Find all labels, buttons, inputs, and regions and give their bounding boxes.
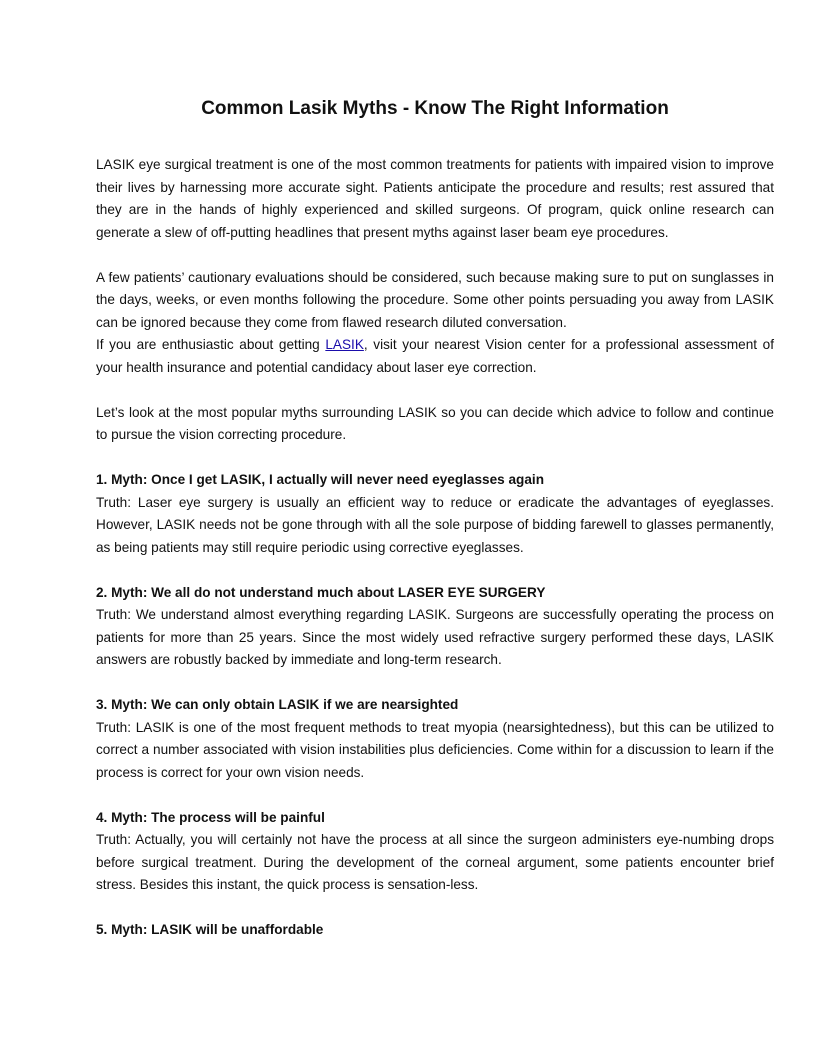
document-page [96,96,774,942]
spacer [96,559,774,582]
spacer [96,784,774,807]
spacer [96,447,774,470]
myth-3-truth: Truth: LASIK is one of the most frequent methods to treat myopia (nearsightedness), but this can be utilized to correct a number associated with vision instabilities plus deficiencies. Come within for a discussion to learn if the process is correct for your own vision needs. [96,719,774,780]
myth-2-truth: Truth: We understand almost everything regarding LASIK. Surgeons are successfully operating the process on patients for more than 25 years. Since the most widely used refractive surgery performed these days, LASIK answers are robustly backed by immediate and long-term research. [96,607,774,667]
intro-paragraph-2b [96,334,774,379]
myth-1-truth: Truth: Laser eye surgery is usually an efficient way to reduce or eradicate the advantages of eyeglasses. However, LASIK needs not be gone through with all the sole purpose of bidding farewell to glasses permanently, as being patients may still require periodic using corrective eyeglasses. [96,494,774,555]
intro-paragraph-3: Let’s look at the most popular myths surrounding LASIK so you can decide which advice to follow and continue to pursue the vision correcting procedure. [96,404,774,442]
myth-3-heading: 3. Myth: We can only obtain LASIK if we are nearsighted [96,697,459,712]
myth-5-heading: 5. Myth: LASIK will be unaffordable [96,922,324,937]
intro-paragraph-1: LASIK eye surgical treatment is one of the most common treatments for patients with impaired vision to improve their lives by harnessing more accurate sight. Patients anticipate the procedure and results; rest assured that they are in the hands of highly experienced and skilled surgeons. Of program, quick online research can generate a slew of off-putting headlines that present myths against laser beam eye procedures. [96,157,774,240]
spacer [96,379,774,402]
myth-2-heading: 2. Myth: We all do not understand much about LASER EYE SURGERY [96,584,546,600]
spacer [96,672,774,695]
spacer [96,897,774,920]
intro-paragraph-2b-before: If you are enthusiastic about getting [96,337,326,352]
myth-1-heading: 1. Myth: Once I get LASIK, I actually will never need eyeglasses again [96,472,544,487]
myth-4-heading: 4. Myth: The process will be painful [96,809,325,825]
intro-paragraph-2b-after: , visit your nearest Vision center for a professional assessment of your health insurance and potential candidacy about laser eye correction. [96,337,775,375]
myth-4-truth: Truth: Actually, you will certainly not have the process at all since the surgeon administers eye-numbing drops before surgical treatment. During the development of the corneal argument, some patients encounter brief stress. Besides this instant, the quick process is sensation-less. [96,832,774,892]
page-title: Common Lasik Myths - Know The Right Information [201,98,669,119]
spacer [96,244,774,267]
lasik-link[interactable]: LASIK [325,337,364,352]
intro-paragraph-2a: A few patients’ cautionary evaluations should be considered, such because making sure to put on sunglasses in the days, weeks, or even months following the procedure. Some other points persuading you away from LASIK can be ignored because they come from flawed research diluted conversation. [96,269,774,330]
